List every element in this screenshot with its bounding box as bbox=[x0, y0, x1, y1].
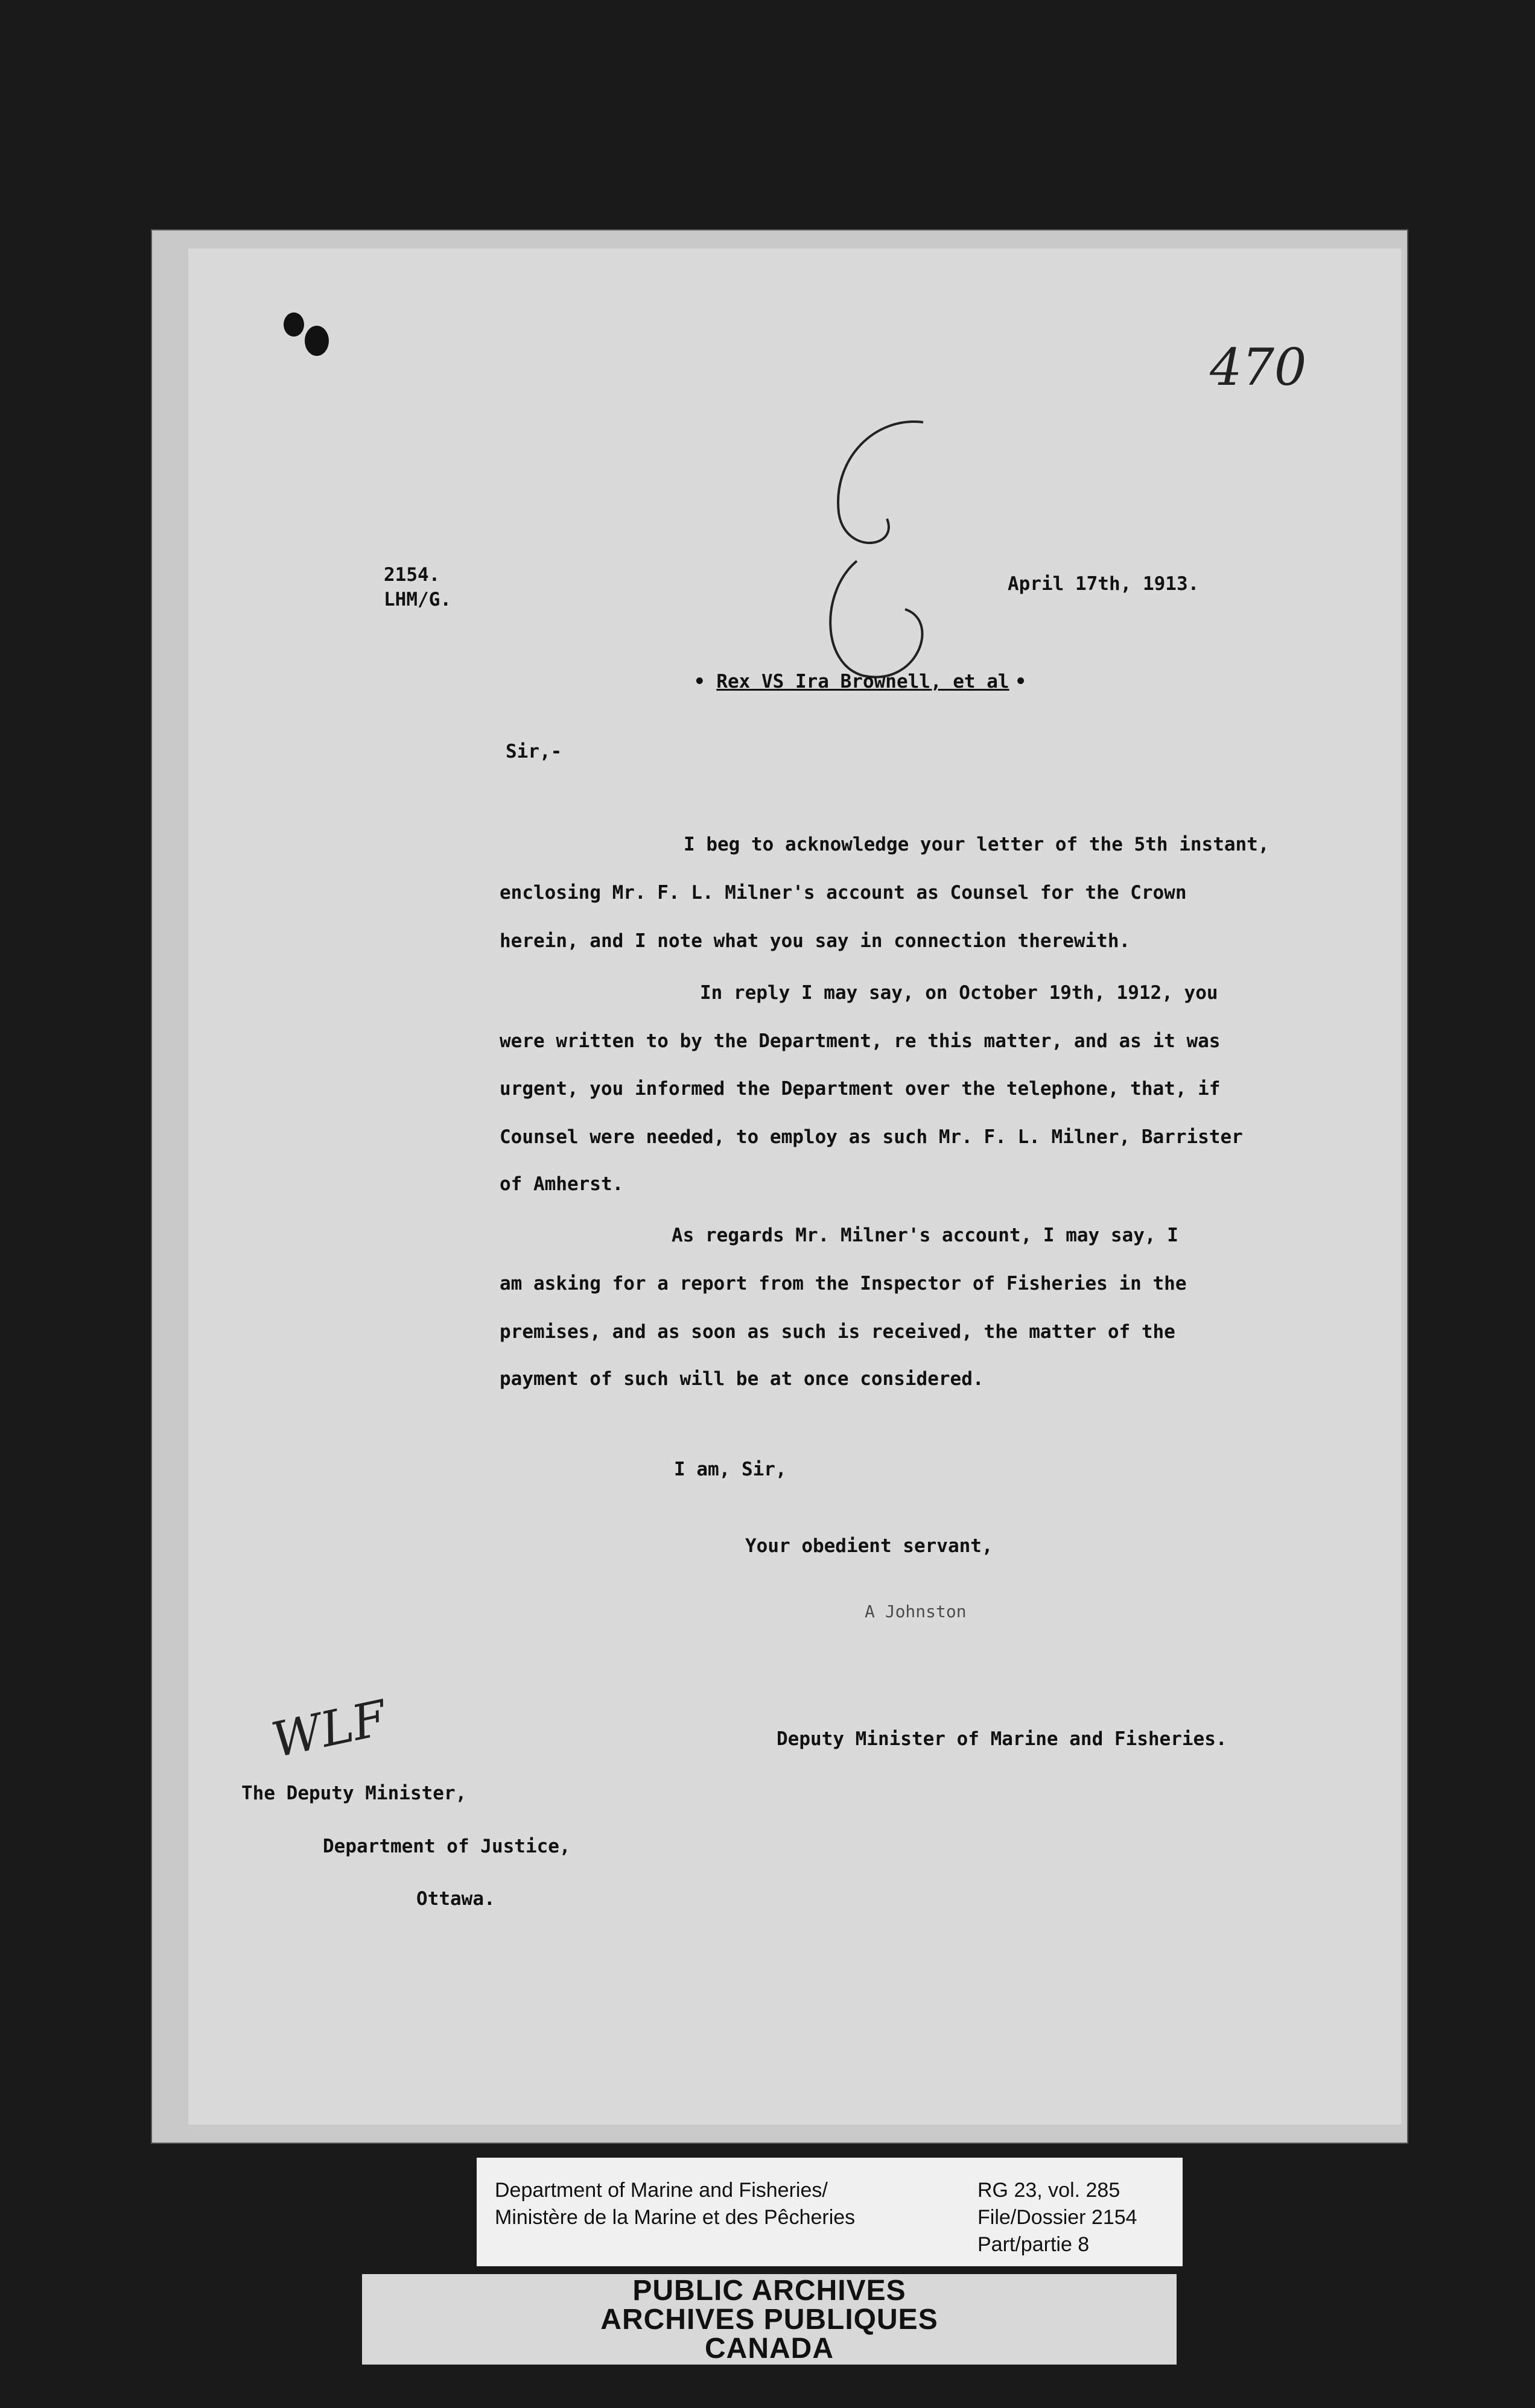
body-line: As regards Mr. Milner's account, I may say, I bbox=[672, 1225, 1178, 1246]
letter-date: April 17th, 1913. bbox=[1008, 573, 1200, 595]
salutation: Sir,- bbox=[506, 741, 562, 762]
body-line: In reply I may say, on October 19th, 1912, you bbox=[700, 982, 1218, 1004]
punch-hole bbox=[284, 312, 304, 337]
handwritten-initials: WLF bbox=[267, 1690, 392, 1769]
label-dept-fr: Ministère de la Marine et des Pêcheries bbox=[495, 2206, 856, 2229]
archive-label bbox=[477, 2158, 1183, 2266]
subject-bullet: • bbox=[1015, 671, 1026, 692]
body-line: were written to by the Department, re this matter, and as it was bbox=[500, 1030, 1221, 1052]
label-dept-en: Department of Marine and Fisheries/ bbox=[495, 2179, 828, 2202]
signer-title: Deputy Minister of Marine and Fisheries. bbox=[777, 1728, 1227, 1750]
body-line: herein, and I note what you say in connection therewith. bbox=[500, 930, 1131, 952]
body-line: payment of such will be at once considered. bbox=[500, 1368, 984, 1390]
addressee-line: Ottawa. bbox=[416, 1888, 495, 1910]
body-line: I beg to acknowledge your letter of the 5th instant, bbox=[684, 834, 1270, 855]
label-file: File/Dossier 2154 bbox=[977, 2206, 1137, 2229]
subject-line bbox=[694, 671, 1026, 692]
label-part: Part/partie 8 bbox=[977, 2233, 1090, 2256]
body-line: am asking for a report from the Inspector of Fisheries in the bbox=[500, 1273, 1187, 1294]
folio-number: 470 bbox=[1210, 338, 1307, 397]
label-rg: RG 23, vol. 285 bbox=[977, 2179, 1120, 2202]
addressee-line: The Deputy Minister, bbox=[241, 1782, 467, 1804]
signature: A Johnston bbox=[865, 1602, 967, 1621]
archives-stamp bbox=[362, 2274, 1177, 2365]
body-line: Counsel were needed, to employ as such Mr. F. L. Milner, Barrister bbox=[500, 1126, 1243, 1148]
punch-hole bbox=[305, 326, 329, 356]
closing-line: I am, Sir, bbox=[674, 1459, 787, 1480]
initials-reference: LHM/G. bbox=[384, 589, 451, 610]
subject-text: Rex VS Ira Brownell, et al bbox=[716, 671, 1009, 692]
file-reference: 2154. bbox=[384, 564, 440, 586]
subject-bullet: • bbox=[694, 671, 717, 692]
body-line: of Amherst. bbox=[500, 1173, 624, 1195]
stamp-line: PUBLIC ARCHIVES bbox=[632, 2275, 906, 2307]
body-line: enclosing Mr. F. L. Milner's account as Counsel for the Crown bbox=[500, 882, 1187, 904]
closing-line: Your obedient servant, bbox=[745, 1535, 993, 1557]
body-line: urgent, you informed the Department over the telephone, that, if bbox=[500, 1078, 1221, 1100]
stamp-line: CANADA bbox=[705, 2333, 834, 2365]
addressee-line: Department of Justice, bbox=[323, 1836, 571, 1857]
stamp-line: ARCHIVES PUBLIQUES bbox=[600, 2304, 938, 2336]
body-line: premises, and as soon as such is received, the matter of the bbox=[500, 1321, 1175, 1343]
